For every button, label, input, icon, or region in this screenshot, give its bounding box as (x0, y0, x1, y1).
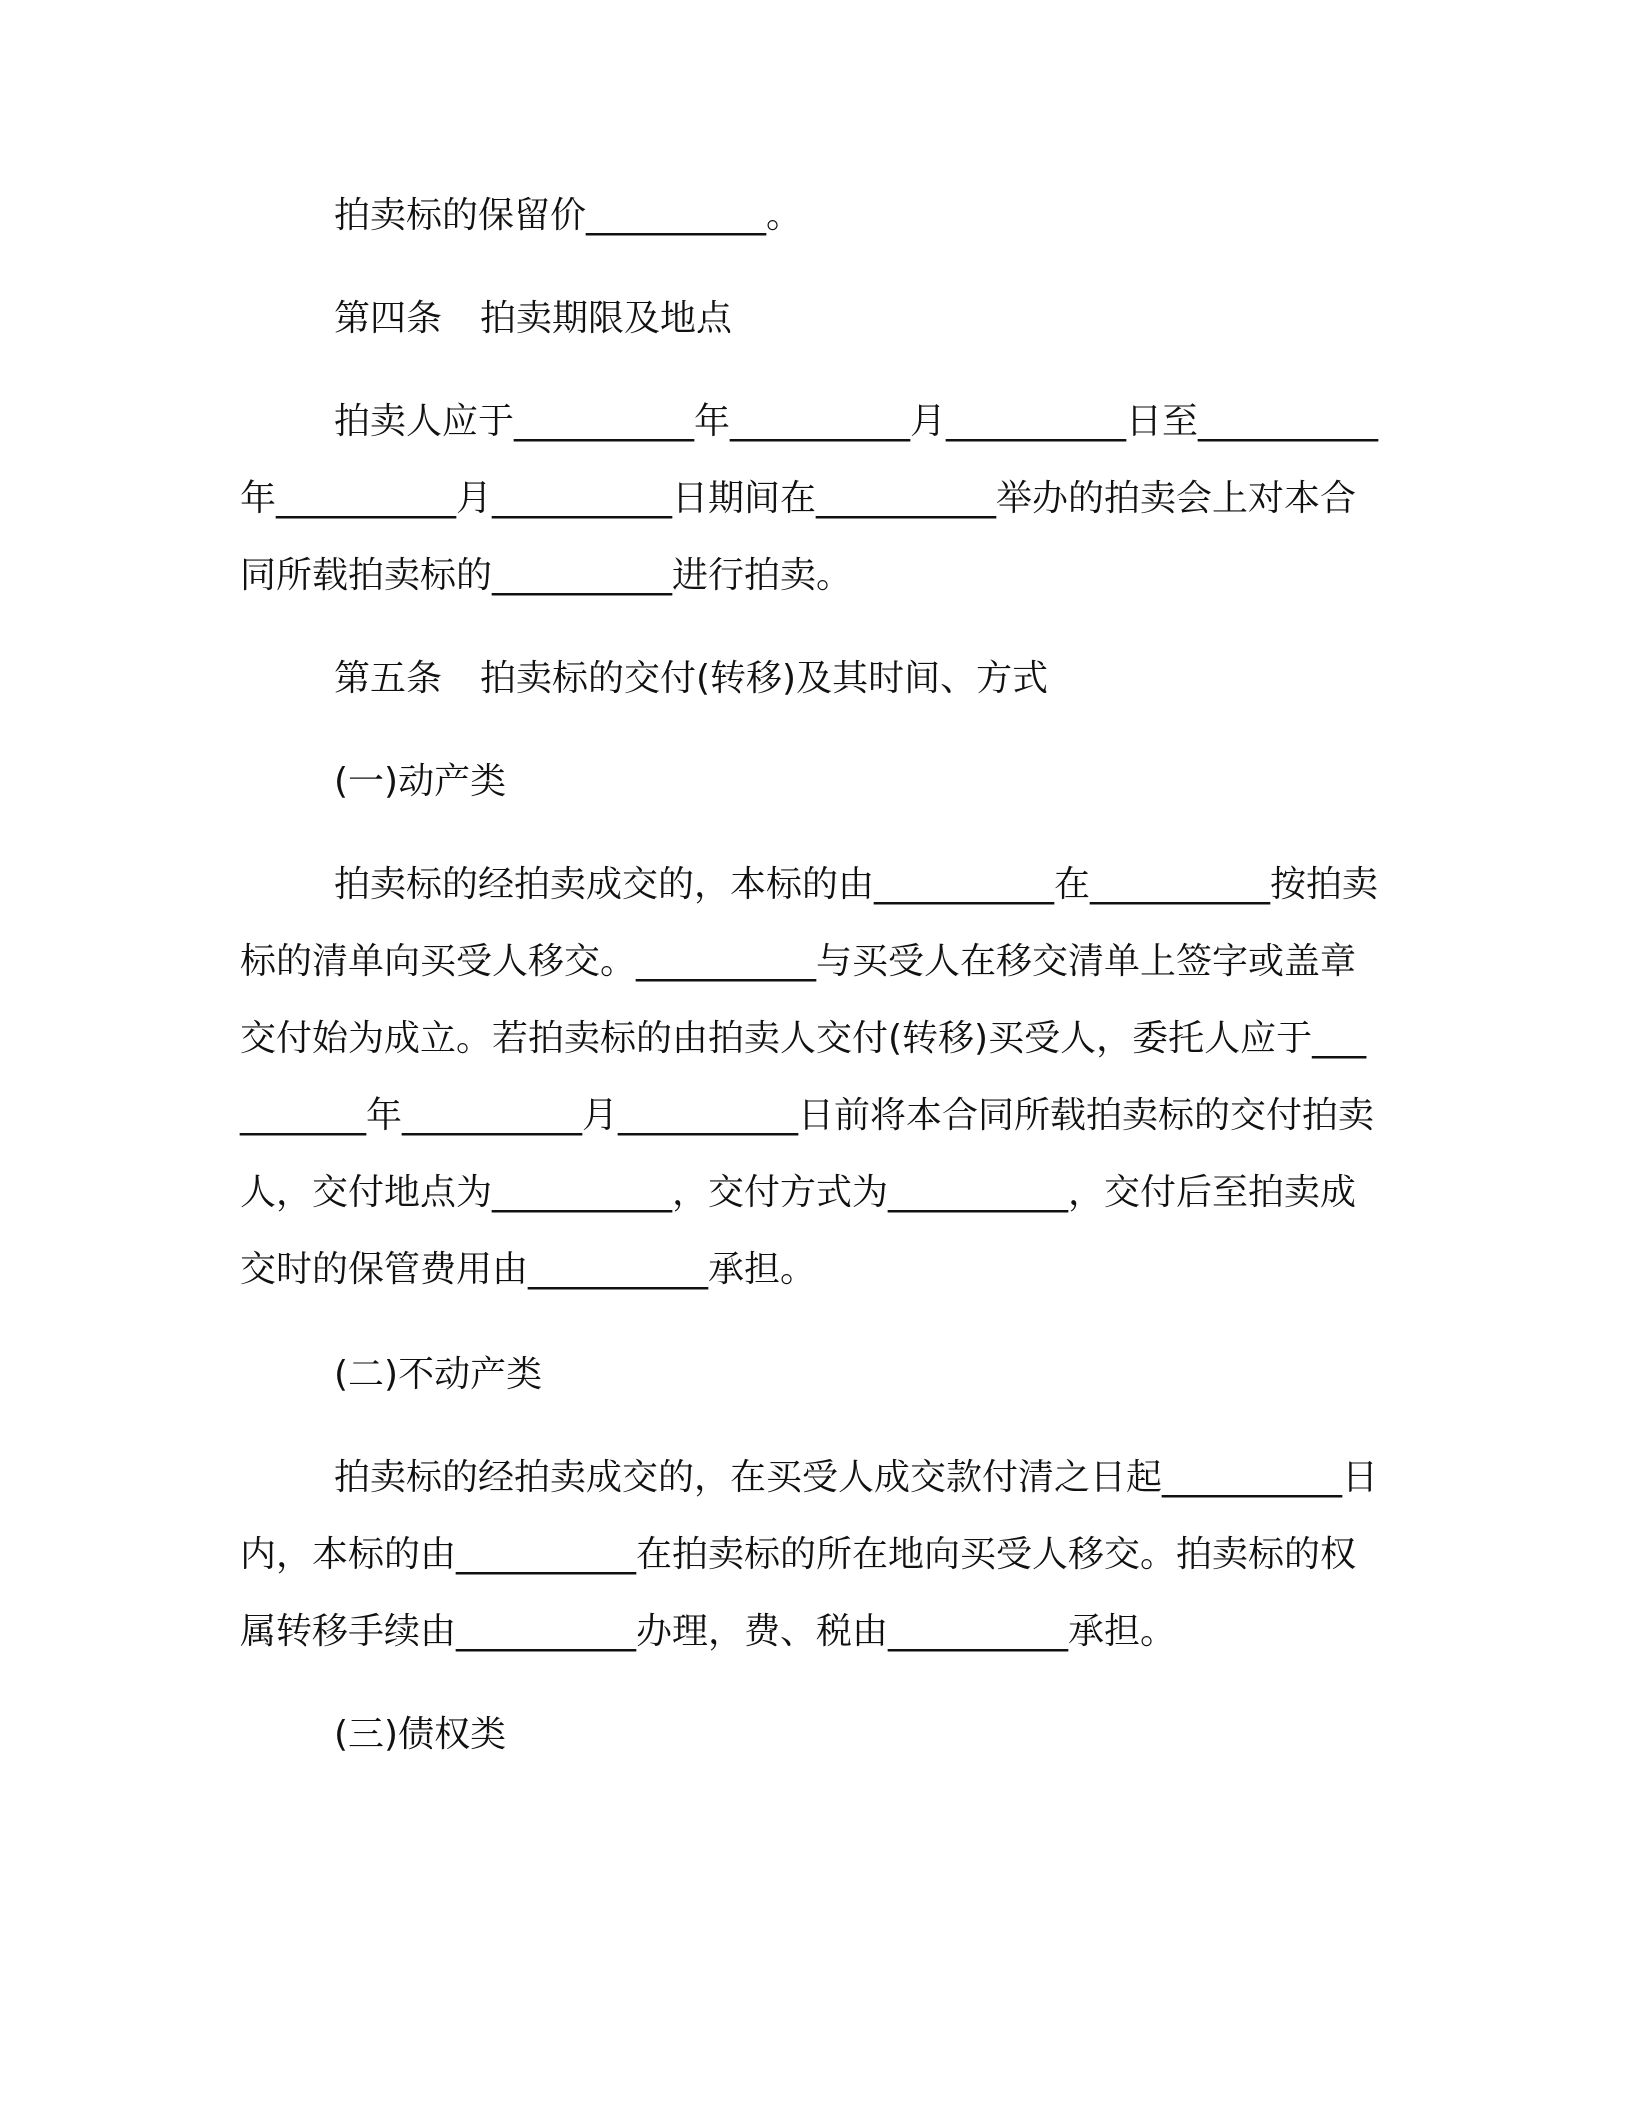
creditor-rights-subheading: (三)债权类 (334, 1714, 507, 1755)
article-4-label: 第四条 (334, 298, 443, 339)
auction-period-paragraph: 拍卖人应于__________年__________月__________日至__________年__________月__________日期间在__________举办的拍卖会上对本合同所载拍卖标的__________进行拍卖。 (240, 401, 1379, 596)
article-4-heading (240, 280, 1380, 357)
article-5-title: 拍卖标的交付(转移)及其时间、方式 (480, 658, 1049, 699)
movable-property-subheading: (一)动产类 (334, 761, 507, 802)
real-estate-subheading: (二)不动产类 (334, 1354, 543, 1395)
article-5-heading (240, 640, 1380, 717)
reserve-price-paragraph: 拍卖标的保留价__________。 (334, 195, 803, 236)
article-5-label: 第五条 (334, 658, 443, 699)
article-4-title: 拍卖期限及地点 (480, 298, 733, 339)
movable-property-paragraph: 拍卖标的经拍卖成交的，本标的由__________在__________按拍卖标的清单向买受人移交。__________与买受人在移交清单上签字或盖章交付始为成立。若拍卖标的由拍卖人交付(转移)买受人，委托人应于__________年__________月__________日前将本合同所载拍卖标的交付拍卖人，交付地点为__________，交付方式为__________，交付后至拍卖成交时的保管费用由__________承担。 (240, 864, 1379, 1290)
real-estate-paragraph: 拍卖标的经拍卖成交的，在买受人成交款付清之日起__________日内，本标的由__________在拍卖标的所在地向买受人移交。拍卖标的权属转移手续由__________办理，费、税由__________承担。 (240, 1457, 1379, 1652)
